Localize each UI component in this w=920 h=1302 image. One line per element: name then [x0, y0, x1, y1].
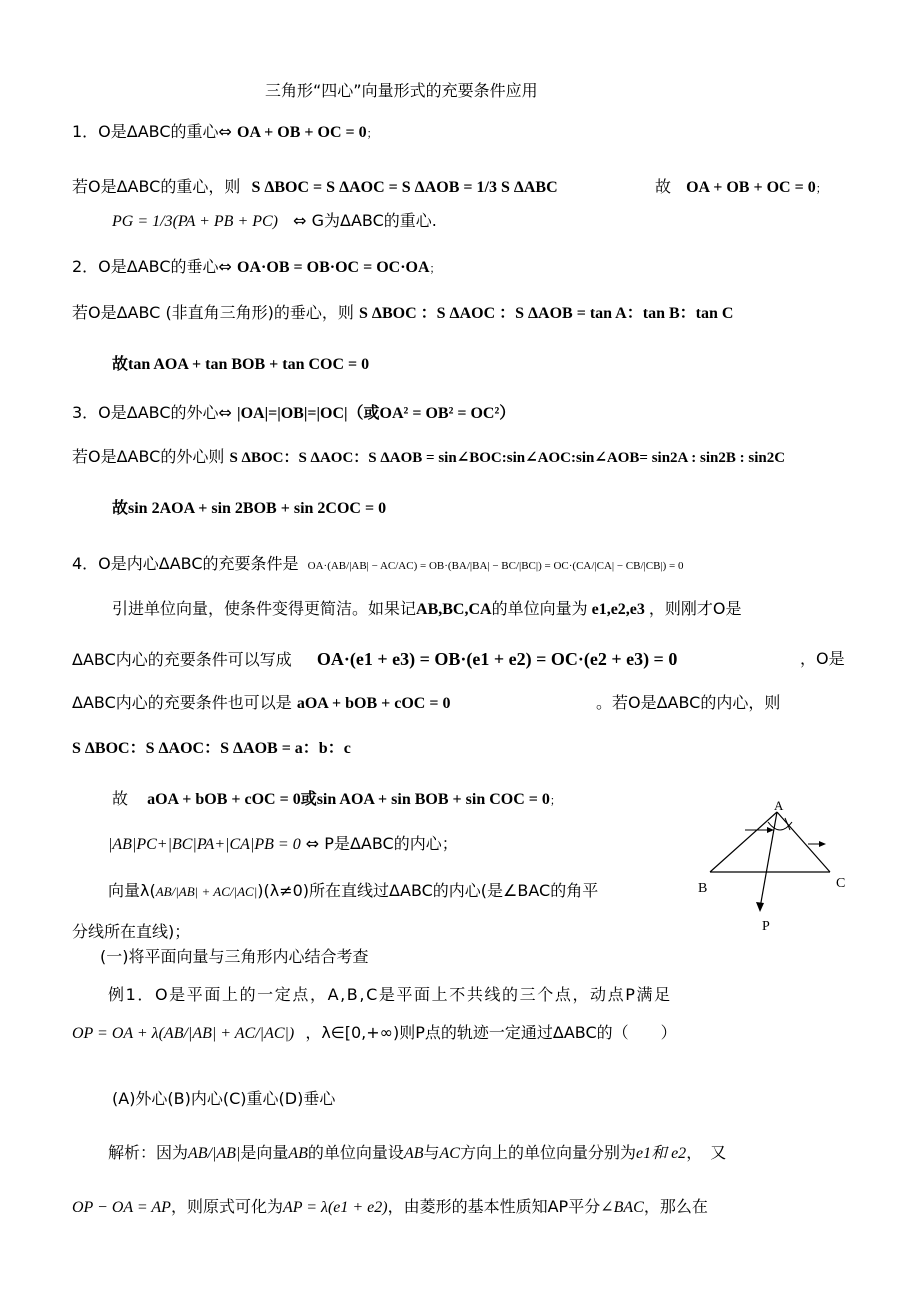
- s2-line2: [72, 302, 733, 325]
- sol-c: AB: [288, 1145, 308, 1162]
- s4-line1: [72, 553, 683, 577]
- s3-line1-eq: |OA|=|OB|=|OC|（或OA² = OB² = OC²）: [237, 405, 516, 422]
- s3-line3: 故sin 2AOA + sin 2BOB + sin 2COC = 0: [112, 500, 387, 517]
- sol-j: ， 又: [686, 1143, 727, 1162]
- s2-line2-eq: S ΔBOC ：S ΔAOC ：S ΔAOB = tan A：tan B：tan C: [359, 305, 734, 322]
- s3-line2-pre: 若O是ΔABC的外心则: [72, 447, 225, 466]
- s4-p7-eq: AB/|AB| + AC/|AC|: [155, 884, 258, 899]
- s1-line2: [72, 176, 558, 199]
- s4-p3-b: 。若O是ΔABC的内心，则: [596, 693, 781, 712]
- sol-a: 解析：因为: [108, 1143, 189, 1162]
- s4-p2-b: ，O是: [800, 649, 845, 668]
- label-b: B: [698, 881, 708, 896]
- sol-frac: AB/|AB|: [188, 1145, 241, 1162]
- s4-p1-a: 引进单位向量，使条件变得更简洁。如果记: [112, 599, 417, 618]
- ex1-line2: [72, 1022, 677, 1045]
- s2-line3: 故tan AOA + tan BOB + tan COC = 0: [112, 356, 370, 373]
- s4-p2-a: ΔABC内心的充要条件可以写成: [72, 650, 292, 669]
- sol2-d: ∠BAC: [600, 1199, 644, 1216]
- s1-line1-eq: OA + OB + OC = 0: [237, 124, 367, 141]
- s4-p6-eq: |AB|PC+|BC|PA+|CA|PB = 0: [108, 836, 301, 853]
- bisector-ap: [760, 812, 777, 908]
- s3-line2: [72, 446, 785, 469]
- sol-line1: [108, 1142, 726, 1165]
- s4-p7-b: )(λ≠0)所在直线过ΔABC的内心(是∠BAC的角平: [257, 881, 599, 900]
- s1-line2-eq: S ΔBOC = S ΔAOC = S ΔAOB = 1/3 S ΔABC: [251, 179, 558, 196]
- sol2-b: ，则原式可化为: [170, 1197, 283, 1216]
- s4-p3: [72, 692, 450, 715]
- side-ab: [710, 812, 777, 872]
- s2-line2-pre: 若O是ΔABC (非直角三角形)的垂心，则: [72, 303, 354, 322]
- s2-line1-text: 2．O是ΔABC的垂心⇔: [72, 257, 232, 276]
- sub-heading: (一)将平面向量与三角形内心结合考查: [100, 947, 369, 966]
- sol-f: 与: [423, 1143, 440, 1162]
- s1-line3-post: ⇔ G为ΔABC的重心.: [293, 211, 437, 230]
- sol-i: e1和 e2: [635, 1145, 687, 1162]
- s4-p3-eq: aOA + bOB + cOC = 0: [296, 695, 451, 712]
- ex1-post: ，λ∈[0,+∞)则P点的轨迹一定通过ΔABC的（ ）: [305, 1023, 677, 1042]
- label-a: A: [774, 798, 784, 813]
- s1-line2-pre: 若O是ΔABC的重心，则: [72, 177, 241, 196]
- page-title: 三角形“四心”向量形式的充要条件应用: [265, 81, 538, 100]
- s4-p2: [72, 648, 677, 671]
- arrow-p: [756, 902, 764, 912]
- s4-p7: [108, 880, 598, 903]
- s4-p2-eq: OA·(e1 + e3) = OB·(e1 + e2) = OC·(e2 + e3) = 0: [316, 649, 678, 669]
- ex1-eq: OP = OA + λ(AB/|AB| + AC/|AC|): [72, 1025, 295, 1042]
- sol-d: 的单位向量设: [307, 1143, 404, 1162]
- sol-line2: [72, 1196, 708, 1219]
- s1-line2-right: 故 OA + OB + OC = 0；: [655, 177, 827, 196]
- sol2-c: ，由菱形的基本性质知AP平分: [387, 1197, 601, 1216]
- label-p: P: [762, 919, 770, 934]
- s4-line1-eq: OA·(AB/|AB| − AC/AC) = OB·(BA/|BA| − BC/|BC|) = OC·(CA/|CA| − CB/|CB|) = 0: [307, 560, 684, 572]
- s3-line2-eq: S ΔBOC：S ΔAOC：S ΔAOB = sin∠BOC:sin∠AOC:sin∠AOB= sin2A : sin2B : sin2C: [229, 450, 786, 466]
- s4-p1-b: AB,BC,CA: [416, 601, 492, 618]
- s4-p5-gu: 故: [112, 789, 129, 808]
- arrow-e2: [819, 841, 826, 847]
- s4-p6-post: ⇔ P是ΔABC的内心；: [305, 834, 458, 853]
- ex1-options: (A)外心(B)内心(C)重心(D)垂心: [112, 1089, 336, 1108]
- s1-line3-eq: PG = 1/3(PA + PB + PC): [112, 213, 279, 230]
- label-c: C: [836, 876, 846, 891]
- s4-p1-d: e1,e2,e3: [591, 601, 645, 618]
- s4-p3-a: ΔABC内心的充要条件也可以是: [72, 693, 292, 712]
- s1-line2-eq2: OA + OB + OC = 0: [686, 179, 816, 196]
- s4-p4: S ΔBOC：S ΔAOC：S ΔAOB = a：b：c: [72, 740, 351, 757]
- s4-p5: 故 aOA + bOB + cOC = 0或sin AOA + sin BOB + sin COC = 0；: [112, 789, 561, 808]
- sol-e: AB: [403, 1145, 424, 1162]
- side-ac: [777, 812, 830, 872]
- sol-h: 方向上的单位向量分别为: [459, 1143, 636, 1162]
- sol-b: 是向量: [240, 1143, 289, 1162]
- s1-line3: [112, 210, 437, 233]
- sol2-e: ，那么在: [643, 1197, 708, 1216]
- s4-p8: 分线所在直线)；: [72, 922, 191, 941]
- s2-line1: 2．O是ΔABC的垂心⇔ OA·OB = OB·OC = OC·OA；: [72, 257, 441, 276]
- s4-p5-eq: aOA + bOB + cOC = 0或sin AOA + sin BOB + sin COC = 0: [147, 791, 550, 808]
- s4-p6: [108, 833, 458, 856]
- s2-line1-eq: OA·OB = OB·OC = OC·OA: [237, 259, 430, 276]
- s4-p1-e: ，则刚才O是: [648, 599, 742, 618]
- s3-line1-text: 3．O是ΔABC的外心⇔: [72, 403, 232, 422]
- incenter-figure: [690, 798, 860, 938]
- s4-p1: [112, 598, 742, 621]
- s4-p1-c: 的单位向量为: [491, 599, 588, 618]
- sol2-eq2: AP = λ(e1 + e2): [282, 1199, 388, 1216]
- s4-p7-a: 向量λ(: [108, 881, 156, 900]
- s1-line1: 1．O是ΔABC的重心⇔ OA + OB + OC = 0；: [72, 122, 378, 141]
- s3-line1: [72, 402, 515, 425]
- sol-g: AC: [439, 1145, 460, 1162]
- s4-line1-text: 4．O是内心ΔABC的充要条件是: [72, 554, 299, 573]
- s1-line1-text: 1．O是ΔABC的重心⇔: [72, 122, 232, 141]
- s1-line2-gu: 故: [655, 177, 672, 196]
- ex1-line1: 例1．O是平面上的一定点，A,B,C是平面上不共线的三个点，动点P满足: [108, 985, 672, 1004]
- sol2-eq: OP − OA = AP: [72, 1199, 171, 1216]
